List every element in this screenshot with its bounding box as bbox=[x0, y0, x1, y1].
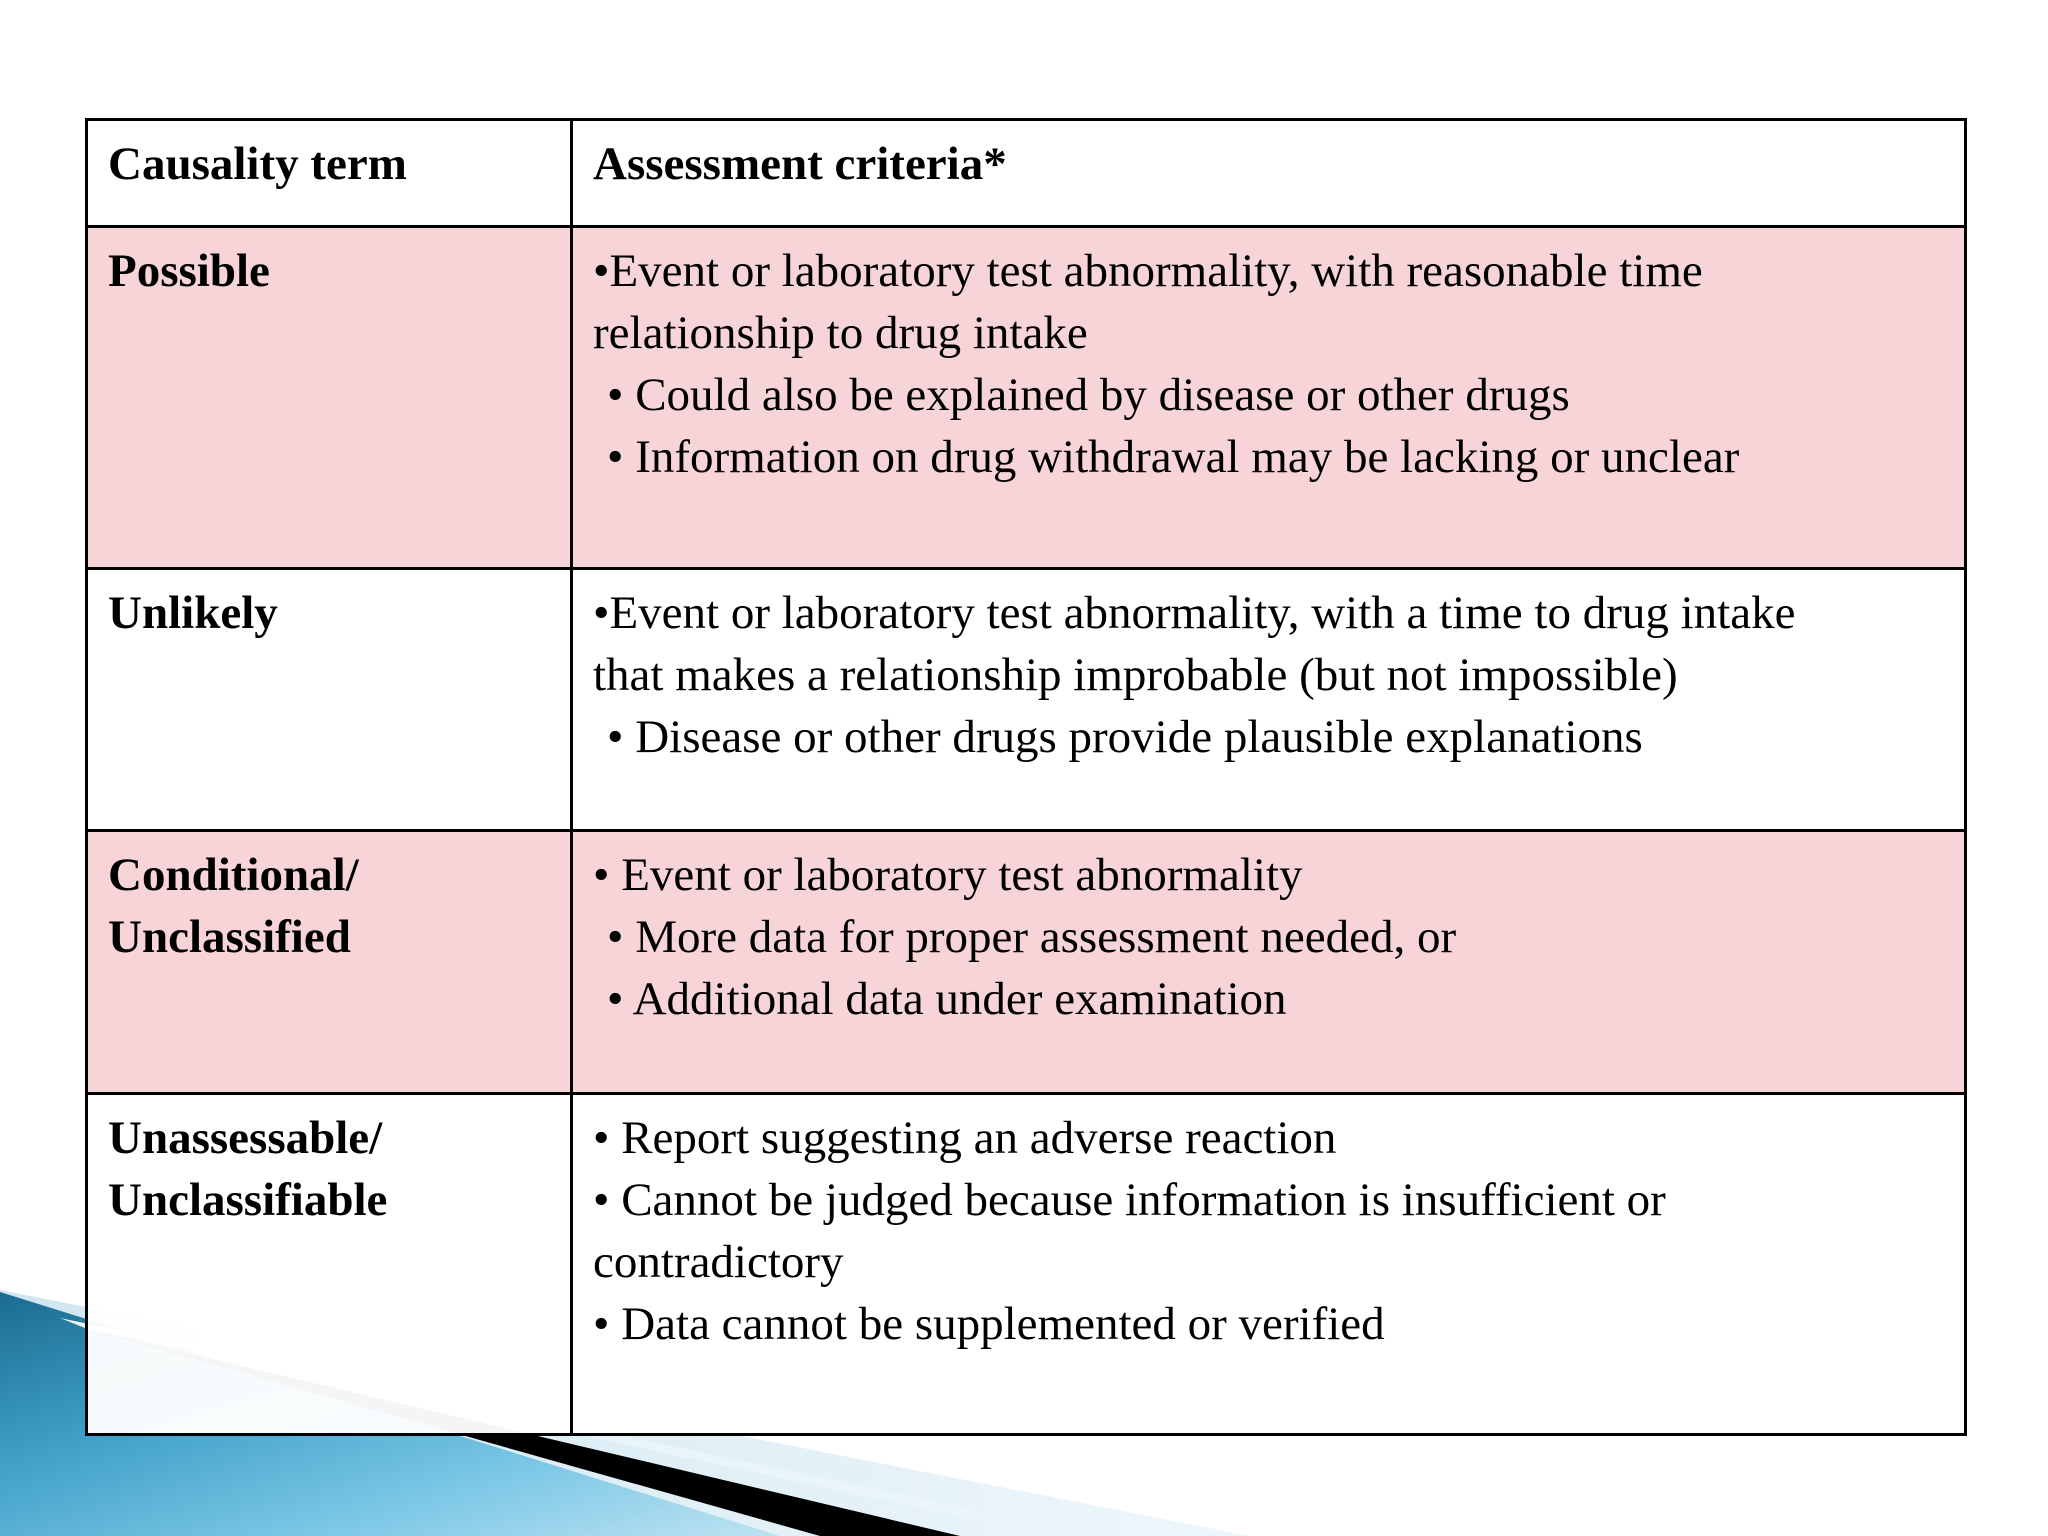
criteria-line: • More data for proper assessment needed, or bbox=[607, 911, 1457, 963]
criteria-line: • Cannot be judged because information is insufficient or bbox=[593, 1174, 1666, 1226]
header-causality-term: Causality term bbox=[87, 120, 572, 227]
table-row-unlikely bbox=[87, 569, 1966, 831]
criteria-line: • Event or laboratory test abnormality bbox=[593, 849, 1303, 901]
criteria-line: •Event or laboratory test abnormality, with reasonable time bbox=[593, 245, 1703, 297]
criteria-line: that makes a relationship improbable (but not impossible) bbox=[593, 649, 1678, 701]
term-label: Unlikely bbox=[108, 587, 278, 639]
table-row-unassessable bbox=[87, 1094, 1966, 1435]
criteria-line: • Disease or other drugs provide plausible explanations bbox=[607, 711, 1643, 763]
criteria-line: • Could also be explained by disease or other drugs bbox=[607, 369, 1570, 421]
term-label: Unassessable/ bbox=[108, 1112, 383, 1164]
criteria-cell bbox=[572, 227, 1966, 569]
criteria-line: • Report suggesting an adverse reaction bbox=[593, 1112, 1337, 1164]
term-label: Unclassified bbox=[108, 911, 351, 963]
criteria-line: • Additional data under examination bbox=[607, 973, 1287, 1025]
criteria-line: •Event or laboratory test abnormality, with a time to drug intake bbox=[593, 587, 1796, 639]
criteria-line: contradictory bbox=[593, 1236, 844, 1288]
term-cell bbox=[87, 1094, 572, 1435]
term-cell bbox=[87, 831, 572, 1094]
header-assessment-criteria: Assessment criteria* bbox=[572, 120, 1966, 227]
criteria-cell bbox=[572, 1094, 1966, 1435]
criteria-line: • Data cannot be supplemented or verified bbox=[593, 1298, 1385, 1350]
table-header-row bbox=[87, 120, 1966, 227]
table-row-possible bbox=[87, 227, 1966, 569]
term-cell bbox=[87, 569, 572, 831]
criteria-line: • Information on drug withdrawal may be lacking or unclear bbox=[607, 431, 1740, 483]
criteria-cell bbox=[572, 569, 1966, 831]
term-label: Possible bbox=[108, 245, 270, 297]
table-row-conditional bbox=[87, 831, 1966, 1094]
term-label: Unclassifiable bbox=[108, 1174, 388, 1226]
term-cell bbox=[87, 227, 572, 569]
causality-assessment-table bbox=[85, 118, 1967, 1436]
criteria-line: relationship to drug intake bbox=[593, 307, 1088, 359]
criteria-cell bbox=[572, 831, 1966, 1094]
term-label: Conditional/ bbox=[108, 849, 359, 901]
